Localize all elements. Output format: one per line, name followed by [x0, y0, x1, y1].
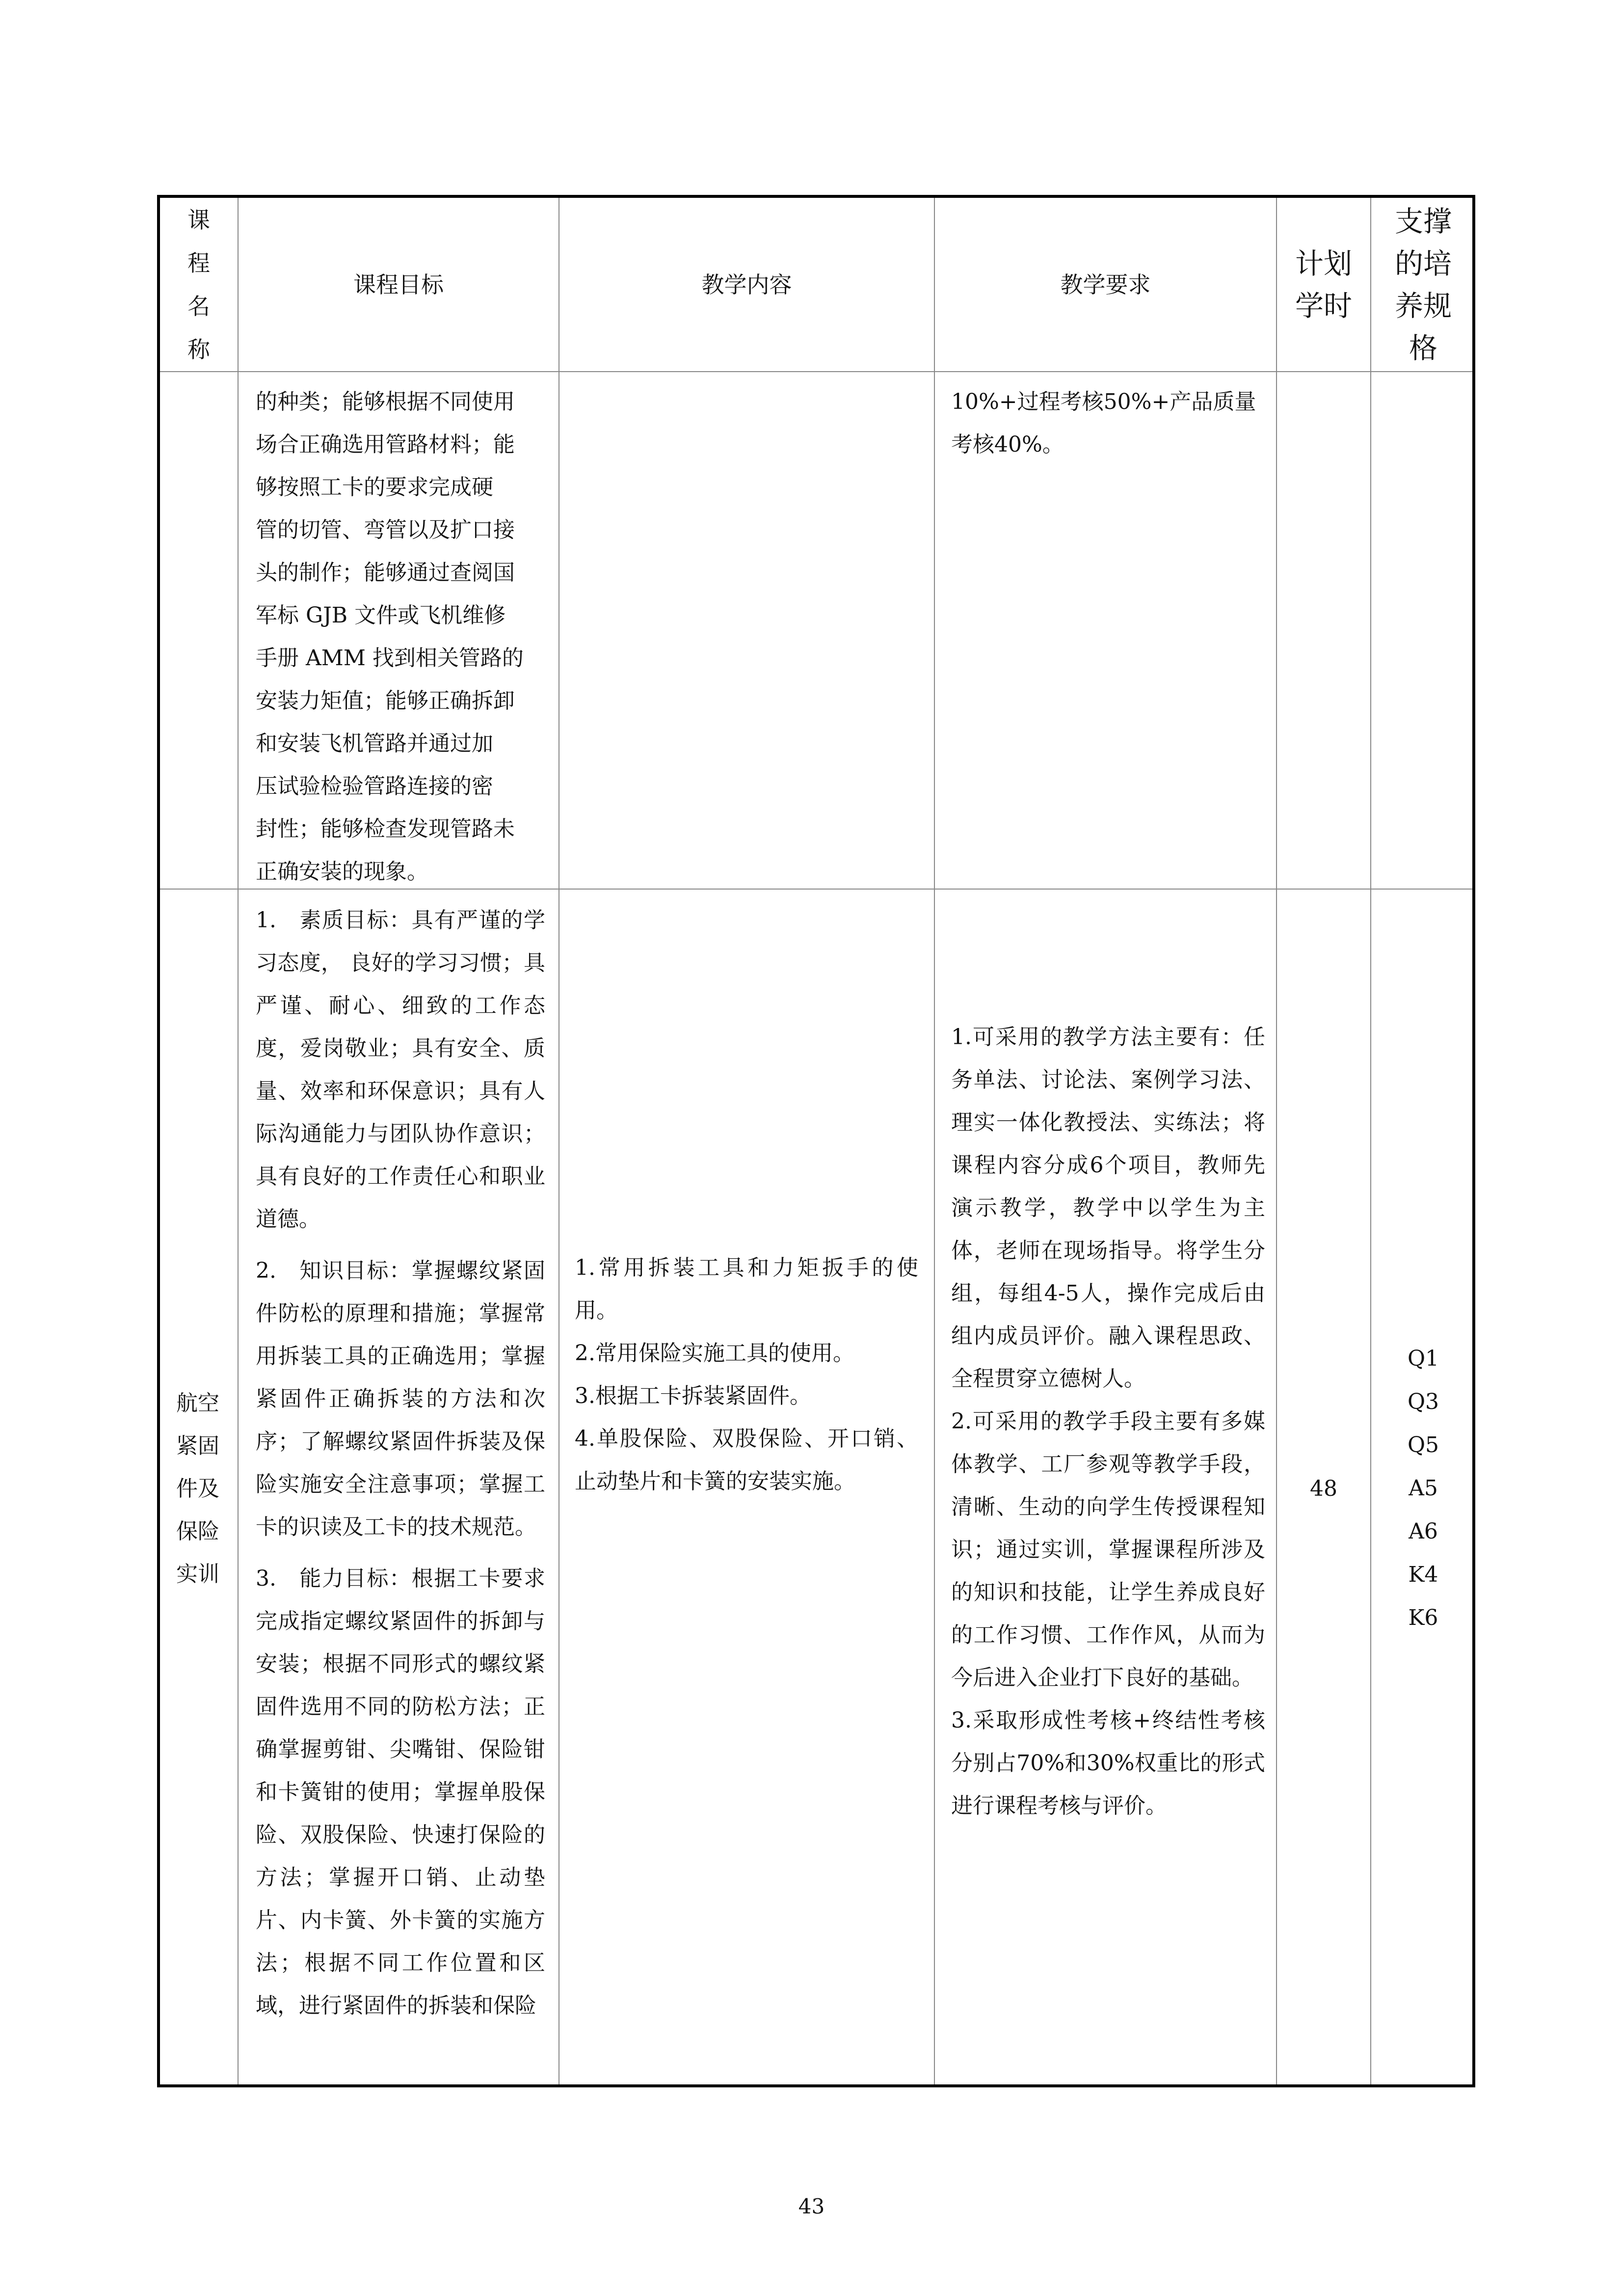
goal-line: 封性；能够检查发现管路未 [256, 816, 515, 841]
row2-content [575, 1246, 918, 1503]
goal-line: 压试验检验管路连接的密 [256, 774, 493, 799]
requirement-item: 1.可采用的教学方法主要有：任务单法、讨论法、案例学习法、理实一体化教授法、实练法；将课程内容分成6个项目，教师先演示教学，教学中以学生为主体，老师在现场指导。将学生分组，每组4-5人，操作完成后由组内成员评价。融入课程思政、全程贯穿立德树人。 [951, 1025, 1265, 1391]
goal-line: 管的切管、弯管以及扩口接 [256, 517, 515, 542]
goal-line: 和安装飞机管路并通过加 [256, 731, 493, 756]
spec-code: Q1 [1407, 1346, 1439, 1371]
requirement-line: 考核40%。 [951, 432, 1064, 457]
row1-goal-lines [256, 380, 545, 893]
grid-line [160, 371, 1472, 372]
header-course-name-text: 课程名称 [187, 206, 210, 363]
goal-line: 手册 AMM 找到相关管路的 [256, 646, 524, 671]
header-course-goal-text: 课程目标 [353, 271, 444, 298]
goal-knowledge: 2. 知识目标：掌握螺纹紧固件防松的原理和措施；掌握常用拆装工具的正确选用；掌握紧固件正确拆装的方法和次序；了解螺纹紧固件拆装及保险实施安全注意事项；掌握工卡的识读及工卡的技术规范。 [256, 1258, 545, 1540]
spec-code: Q5 [1407, 1432, 1439, 1458]
row1-requirement-lines [951, 380, 1265, 466]
requirement-item: 2.可采用的教学手段主要有多媒体教学、工厂参观等教学手段，清晰、生动的向学生传授课程知识；通过实训，掌握课程所涉及的知识和技能，让学生养成良好的工作习惯、工作作风，从而为今后进入企业打下良好的基础。 [951, 1409, 1265, 1690]
row2-hours-text: 48 [1310, 1476, 1337, 1501]
goal-quality: 1. 素质目标：具有严谨的学习态度， 良好的学习习惯；具严谨、耐心、细致的工作态度，爱岗敬业；具有安全、质量、效率和环保意识；具有人际沟通能力与团队协作意识；具有良好的工作责任心和职业道德。 [256, 908, 545, 1232]
content-item: 2.常用保险实施工具的使用。 [575, 1341, 854, 1366]
grid-line [934, 198, 935, 2084]
goal-line: 够按照工卡的要求完成硬 [256, 475, 493, 500]
grid-line [238, 198, 239, 2084]
requirement-line: 10%+过程考核50%+产品质量 [951, 389, 1256, 414]
content-item: 3.根据工卡拆装紧固件。 [575, 1383, 811, 1408]
spec-code: K4 [1408, 1562, 1438, 1587]
spec-list [1408, 1337, 1439, 1640]
row2-specs [1371, 890, 1475, 2087]
content-item: 1.常用拆装工具和力矩扳手的使用。 [575, 1255, 918, 1323]
header-supported-spec [1371, 198, 1475, 371]
goal-line: 正确安装的现象。 [256, 859, 428, 884]
row2-goal [256, 899, 545, 2027]
course-table [157, 195, 1475, 2087]
goal-ability: 3. 能力目标：根据工卡要求完成指定螺纹紧固件的拆卸与安装；根据不同形式的螺纹紧固件选用不同的防松方法；正确掌握剪钳、尖嘴钳、保险钳和卡簧钳的使用；掌握单股保险、双股保险、快速打保险的方法；掌握开口销、止动垫片、内卡簧、外卡簧的实施方法；根据不同工作位置和区域，进行紧固件的拆装和保险 [256, 1566, 545, 2018]
header-course-name [160, 198, 238, 371]
header-supported-spec-text: 支撑的培养规格 [1394, 204, 1452, 365]
header-teaching-content-text: 教学内容 [701, 271, 792, 298]
goal-line: 军标 GJB 文件或飞机维修 [256, 603, 506, 628]
row2-hours [1277, 890, 1370, 2087]
requirement-item: 3.采取形成性考核+终结性考核分别占70%和30%权重比的形式进行课程考核与评价。 [951, 1708, 1265, 1818]
row2-course-name [160, 890, 238, 2087]
goal-line: 场合正确选用管路材料；能 [256, 432, 515, 457]
header-teaching-content [559, 198, 934, 371]
row2-requirement [951, 1016, 1265, 1827]
row1-requirement [951, 380, 1265, 466]
goal-line: 的种类；能够根据不同使用 [256, 389, 515, 414]
header-teaching-requirement [935, 198, 1276, 371]
goal-line: 安装力矩值；能够正确拆卸 [256, 688, 515, 713]
page-number: 43 [798, 2194, 825, 2218]
spec-code: A5 [1409, 1476, 1438, 1501]
header-teaching-requirement-text: 教学要求 [1060, 271, 1151, 298]
header-planned-hours [1277, 198, 1370, 371]
spec-code: A6 [1409, 1519, 1438, 1544]
header-planned-hours-text: 计划学时 [1295, 246, 1352, 323]
row2-course-name-text: 航空紧固件及保险实训 [176, 1390, 219, 1587]
spec-code: K6 [1408, 1605, 1438, 1630]
content-item: 4.单股保险、双股保险、开口销、止动垫片和卡簧的安装实施。 [575, 1426, 918, 1494]
header-course-goal [239, 198, 559, 371]
row1-goal [256, 380, 545, 893]
goal-line: 头的制作；能够通过查阅国 [256, 560, 515, 585]
spec-code: Q3 [1407, 1389, 1439, 1414]
